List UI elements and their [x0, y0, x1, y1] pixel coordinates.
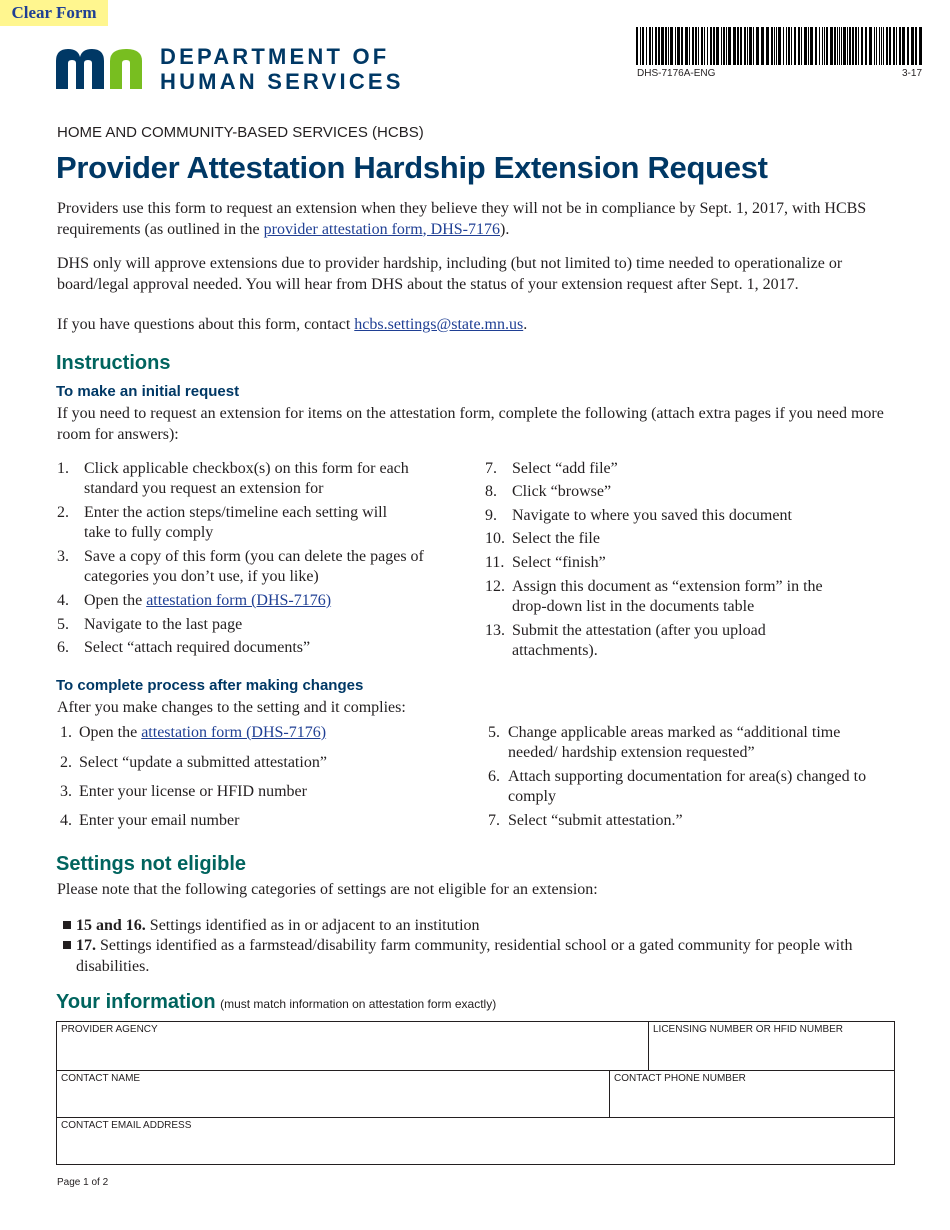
attestation-form-link[interactable]: attestation form (DHS-7176)	[146, 592, 332, 609]
form-date: 3-17	[902, 68, 923, 79]
provider-agency-field[interactable]	[57, 1022, 649, 1071]
not-eligible-heading: Settings not eligible	[56, 853, 247, 875]
barcode-image	[636, 27, 922, 65]
page-title: Provider Attestation Hardship Extension Request	[56, 150, 768, 185]
org-name-line1: DEPARTMENT OF	[160, 44, 390, 69]
attestation-form-link[interactable]: attestation form (DHS-7176)	[141, 724, 327, 741]
list-item: 17. Settings identified as a farmstead/disability farm community, residential school or a gated community for people with disabilities.	[63, 935, 893, 977]
intro-paragraph-1: Providers use this form to request an extension when they believe they will not be in compliance by Sept. 1, 2017, with HCBS requirements (as outlined in the provider attestation form, DHS-7176).	[57, 200, 867, 238]
bullet-square-icon	[63, 941, 71, 949]
contact-email-link[interactable]: hcbs.settings@state.mn.us	[354, 316, 524, 333]
instructions-heading: Instructions	[56, 352, 171, 374]
mn-logo-icon	[56, 47, 154, 89]
your-info-note: (must match information on attestation form exactly)	[220, 997, 497, 1011]
org-name-line2: HUMAN SERVICES	[160, 69, 404, 94]
intro-paragraph-2: DHS only will approve extensions due to provider hardship, including (but not limited to) time needed to operationalize or board/legal approval needed. You will hear from DHS about the status of your extension request after Sept. 1, 2017.	[57, 255, 843, 293]
initial-request-lead: If you need to request an extension for items on the attestation form, complete the following (attach extra pages if you need more room for answers):	[57, 405, 884, 443]
program-kicker: HOME AND COMMUNITY-BASED SERVICES (HCBS)	[57, 124, 424, 141]
list-item: 15 and 16. Settings identified as in or adjacent to an institution	[63, 915, 893, 936]
provider-agency-label: PROVIDER AGENCY	[61, 1024, 158, 1035]
contact-email-field[interactable]	[57, 1118, 894, 1164]
contact-name-field[interactable]	[57, 1071, 610, 1118]
licensing-number-label: LICENSING NUMBER OR HFID NUMBER	[653, 1024, 844, 1035]
your-info-heading-row	[56, 991, 496, 1014]
provider-attestation-form-link[interactable]: provider attestation form, DHS-7176	[263, 220, 501, 238]
licensing-number-field[interactable]	[649, 1022, 894, 1071]
clear-form-button[interactable]: Clear Form	[0, 0, 108, 26]
contact-email-label: CONTACT EMAIL ADDRESS	[61, 1120, 192, 1131]
bullet-square-icon	[63, 921, 71, 929]
contact-phone-label: CONTACT PHONE NUMBER	[614, 1073, 746, 1084]
your-info-heading: Your information	[56, 991, 216, 1013]
complete-process-heading: To complete process after making changes	[56, 677, 364, 694]
your-info-table	[56, 1021, 895, 1165]
org-name	[160, 44, 404, 94]
not-eligible-lead: Please note that the following categories of settings are not eligible for an extension:	[57, 881, 598, 898]
initial-request-heading: To make an initial request	[56, 383, 240, 400]
form-code: DHS-7176A-ENG	[637, 68, 716, 79]
intro-paragraph-3: If you have questions about this form, contact hcbs.settings@state.mn.us.	[57, 316, 528, 333]
contact-phone-field[interactable]	[610, 1071, 894, 1118]
complete-process-lead: After you make changes to the setting and it complies:	[57, 699, 406, 716]
page-number: Page 1 of 2	[57, 1177, 109, 1188]
contact-name-label: CONTACT NAME	[61, 1073, 141, 1084]
